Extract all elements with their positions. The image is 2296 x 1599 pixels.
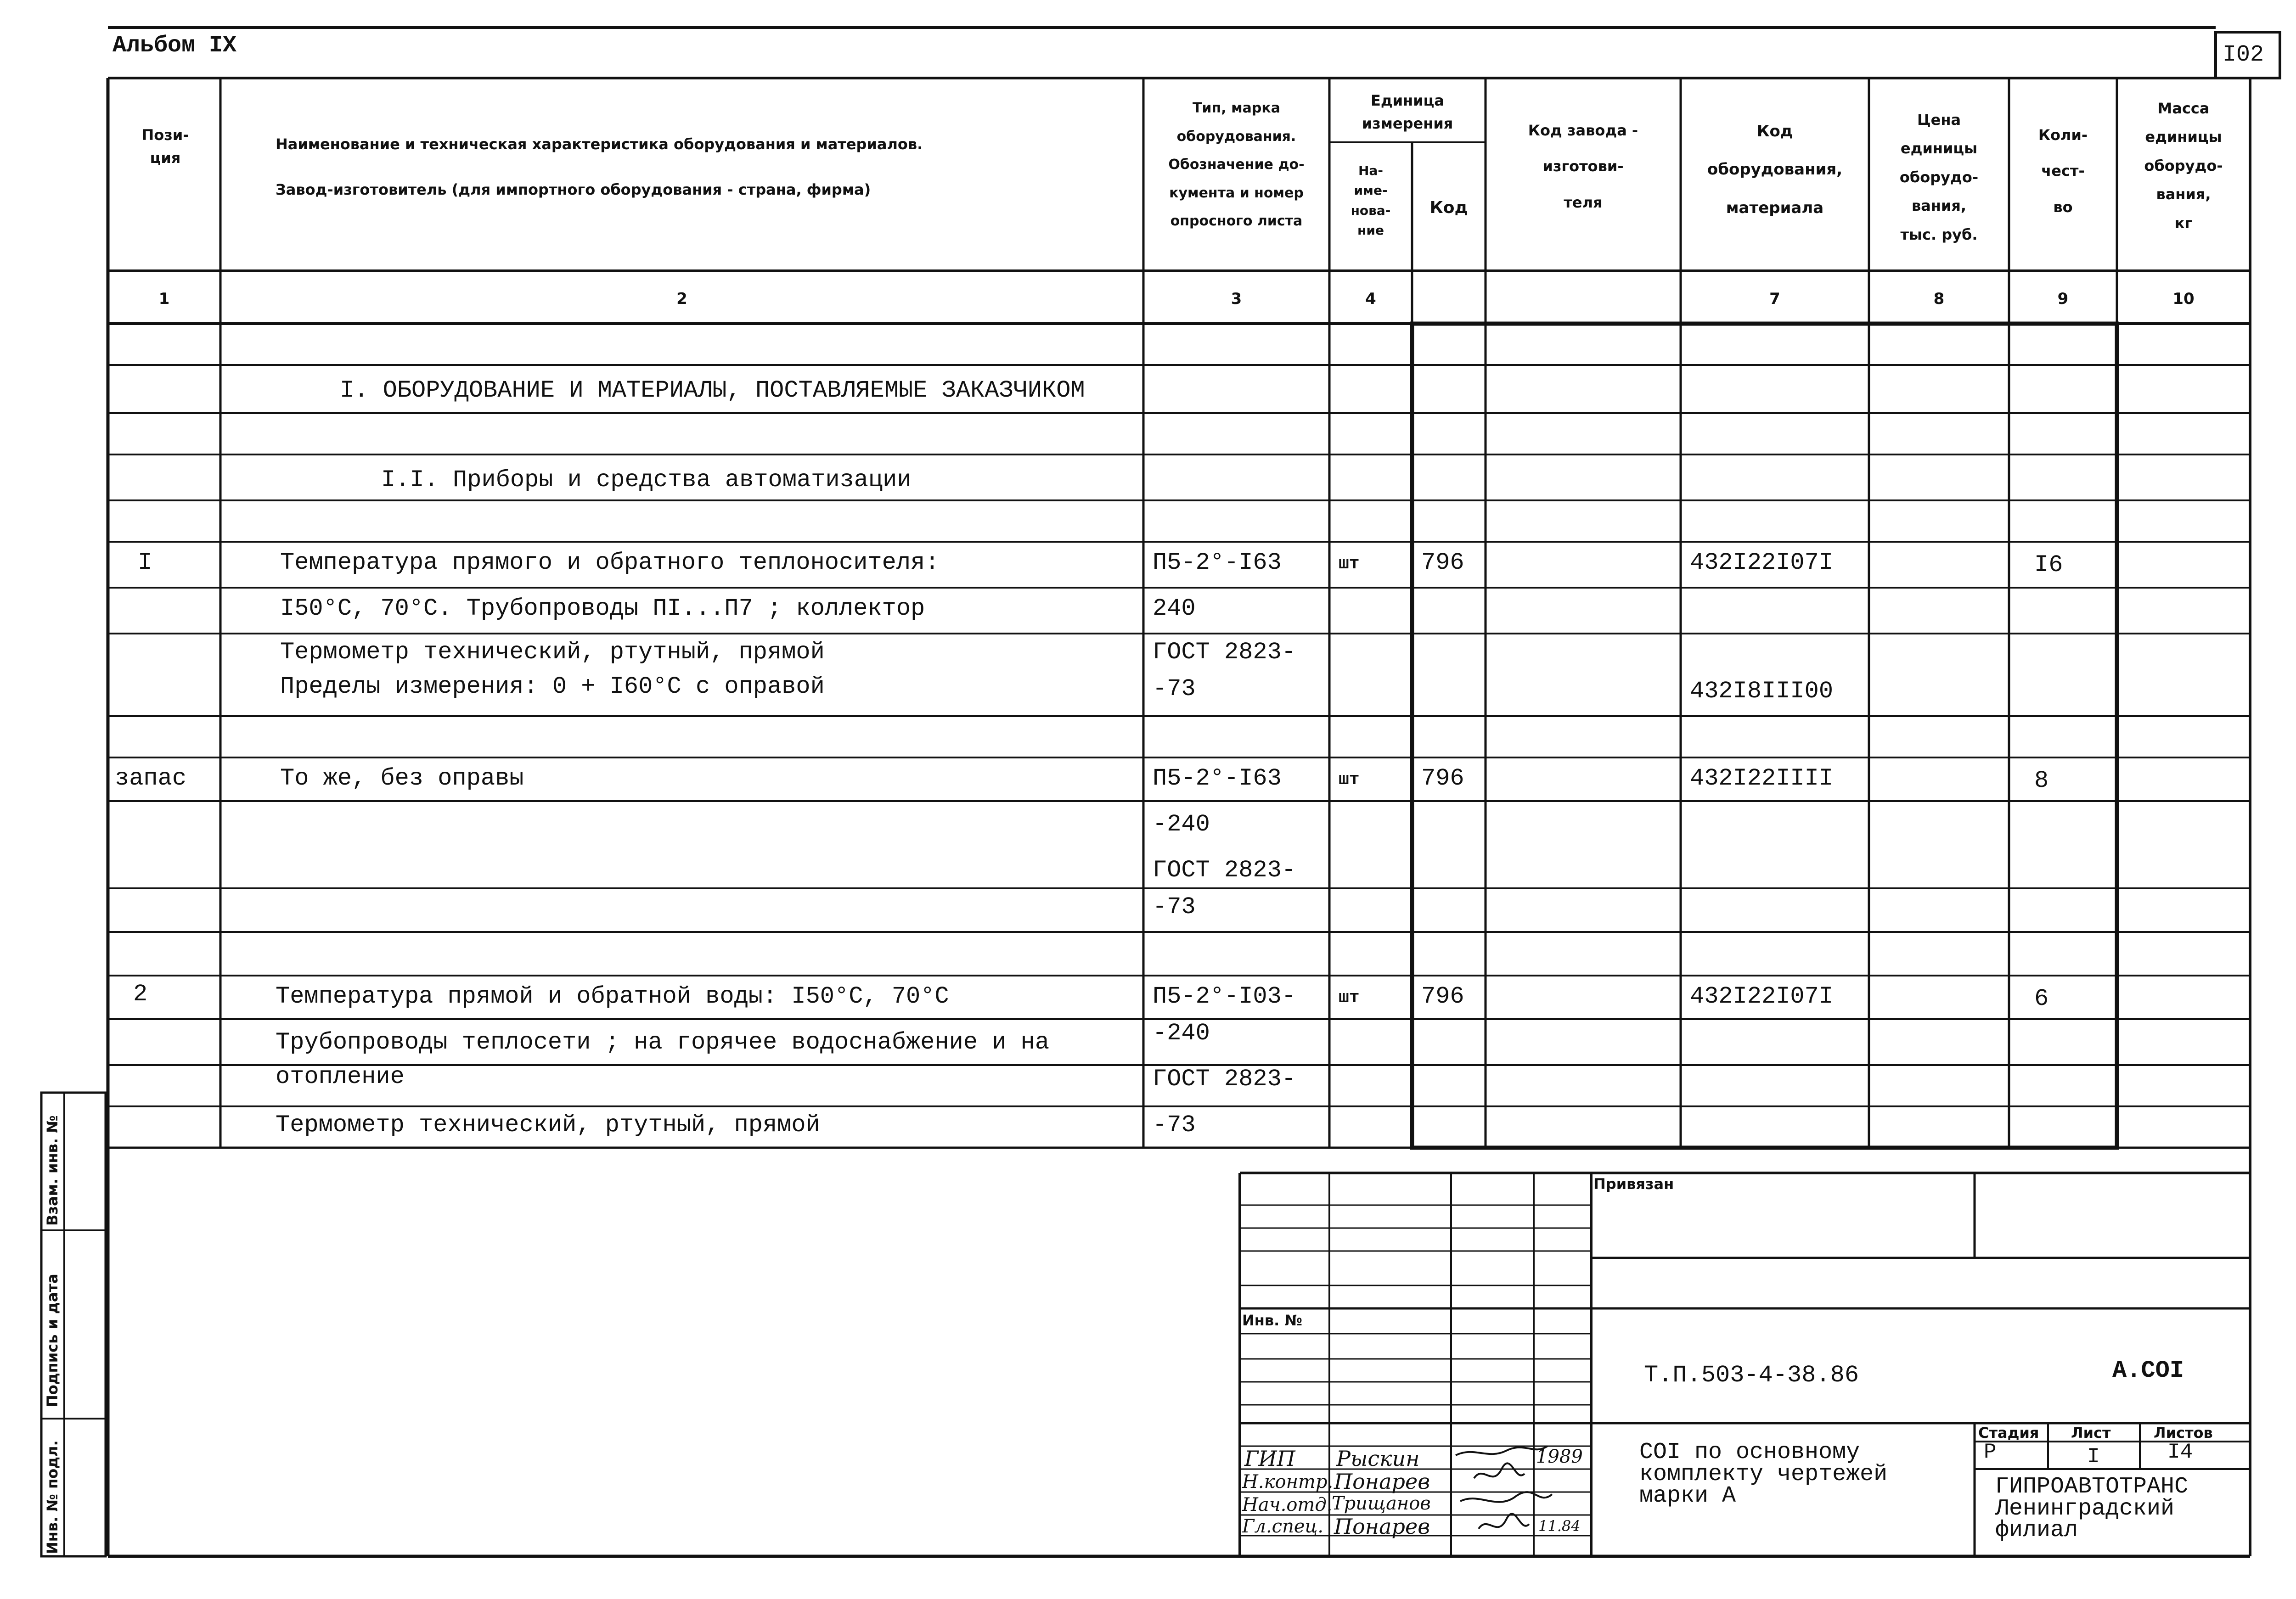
side-label-replace-inv: Взам. инв. № bbox=[44, 1115, 61, 1226]
side-label-signature-date: Подпись и дата bbox=[44, 1274, 61, 1407]
colnum-2: 2 bbox=[676, 290, 687, 308]
table-row-type: -73 bbox=[1153, 675, 1196, 702]
signature-role: Нач.отд. bbox=[1242, 1494, 1333, 1515]
signature-name: Понарев bbox=[1334, 1469, 1430, 1494]
table-row-qty: I6 bbox=[2034, 551, 2063, 578]
colnum-3: 3 bbox=[1231, 290, 1242, 308]
subsection-heading: I.I. Приборы и средства автоматизации bbox=[381, 466, 912, 494]
table-row-qty: 8 bbox=[2034, 767, 2049, 794]
table-row-pos: запас bbox=[115, 765, 187, 792]
table-row-name: Термометр технический, ртутный, прямой bbox=[280, 639, 825, 666]
page-number: I02 bbox=[2223, 42, 2264, 68]
table-row-material: 432I22IIII bbox=[1690, 765, 1834, 792]
table-row-pos: 2 bbox=[133, 981, 148, 1008]
table-row-qty: 6 bbox=[2034, 985, 2049, 1012]
table-row-material: 432I22I07I bbox=[1690, 983, 1834, 1010]
album-title: Альбом IX bbox=[113, 33, 237, 59]
table-row-name: Температура прямого и обратного теплоносителя: bbox=[280, 549, 940, 576]
table-row-type: -240 bbox=[1153, 811, 1210, 838]
table-row-type: П5-2°-I03- bbox=[1153, 983, 1296, 1010]
stamp-sheets-label: Листов bbox=[2154, 1424, 2213, 1442]
table-row-type: -73 bbox=[1153, 1111, 1196, 1139]
stamp-stage: Р bbox=[1984, 1440, 1997, 1464]
section-heading: I. ОБОРУДОВАНИЕ И МАТЕРИАЛЫ, ПОСТАВЛЯЕМЫЕ ЗАКАЗЧИКОМ bbox=[340, 377, 1085, 404]
table-row-name: Пределы измерения: 0 + I60°С с оправой bbox=[280, 673, 825, 700]
header-price: Цена единицы оборудо- вания, тыс. руб. bbox=[1899, 111, 1979, 243]
stamp-sheets: I4 bbox=[2167, 1440, 2193, 1464]
table-row-material: 432I22I07I bbox=[1690, 549, 1834, 576]
colnum-1: 1 bbox=[158, 290, 170, 308]
stamp-sheet: I bbox=[2087, 1445, 2100, 1469]
header-unit-name: На- име- нова- ние bbox=[1351, 163, 1391, 238]
header-position: Пози- ция bbox=[141, 126, 189, 167]
signature-role: Н.контр. bbox=[1242, 1471, 1334, 1492]
header-type: Тип, марка оборудования. Обозначение до- кумента и номер опросного листа bbox=[1168, 100, 1305, 229]
stamp-privyazan: Привязан bbox=[1593, 1175, 1674, 1193]
signature-role: ГИП bbox=[1244, 1446, 1295, 1471]
header-quantity: Коли- чест- во bbox=[2038, 126, 2088, 216]
stamp-title: СОI по основному комплекту чертежей марки А bbox=[1639, 1439, 1888, 1509]
signature-name: Понарев bbox=[1334, 1514, 1430, 1539]
table-row-type: П5-2°-I63 bbox=[1153, 765, 1282, 792]
colnum-8: 8 bbox=[1933, 290, 1945, 308]
signature-role: Гл.спец. bbox=[1242, 1516, 1324, 1537]
stamp-stage-label: Стадия bbox=[1978, 1424, 2039, 1442]
header-mass: Масса единицы оборудо- вания, кг bbox=[2144, 100, 2223, 232]
table-row-type: П5-2°-I63 bbox=[1153, 549, 1282, 576]
table-row-type: ГОСТ 2823- bbox=[1153, 857, 1296, 884]
header-name: Наименование и техническая характеристика оборудования и материалов. Завод-изготовитель (для импортного оборудования - страна, фирма) bbox=[276, 135, 923, 199]
signature-scribbles bbox=[1446, 1442, 1584, 1552]
table-row-name: То же, без оправы bbox=[280, 765, 524, 792]
signature-name: Трищанов bbox=[1332, 1493, 1431, 1514]
table-row-code: 796 bbox=[1421, 983, 1464, 1010]
signature-date: 1989 bbox=[1536, 1446, 1583, 1467]
table-row-name: Термометр технический, ртутный, прямой bbox=[276, 1111, 820, 1139]
table-row-type: -73 bbox=[1153, 893, 1196, 920]
table-row-type: ГОСТ 2823- bbox=[1153, 1066, 1296, 1093]
signature-date: 11.84 bbox=[1538, 1517, 1581, 1535]
signature-name: Рыскин bbox=[1336, 1446, 1420, 1471]
table-row-name: Трубопроводы теплосети ; на горячее водоснабжение и на bbox=[276, 1029, 1050, 1056]
colnum-9: 9 bbox=[2057, 290, 2069, 308]
table-row-name: Температура прямой и обратной воды: I50°С, 70°С bbox=[276, 983, 949, 1010]
colnum-7: 7 bbox=[1769, 290, 1780, 308]
header-unit-code: Код bbox=[1429, 198, 1468, 217]
table-row-unit: шт bbox=[1339, 770, 1360, 790]
table-row-unit: шт bbox=[1339, 988, 1360, 1008]
stamp-inv-no: Инв. № bbox=[1242, 1312, 1302, 1329]
stamp-doc-code: Т.П.503-4-38.86 bbox=[1644, 1362, 1859, 1389]
header-equipment-code: Код оборудования, материала bbox=[1707, 122, 1843, 217]
side-label-inv-original: Инв. № подл. bbox=[44, 1440, 61, 1554]
table-row-code: 796 bbox=[1421, 765, 1464, 792]
table-row-type: 240 bbox=[1153, 595, 1196, 622]
stamp-sheet-code: А.СОI bbox=[2112, 1357, 2184, 1384]
table-row-pos: I bbox=[138, 549, 152, 576]
table-row-type: -240 bbox=[1153, 1020, 1210, 1047]
header-factory-code: Код завода - изготови- теля bbox=[1528, 122, 1638, 211]
table-row-name: отопление bbox=[276, 1063, 405, 1090]
table-row-code: 796 bbox=[1421, 549, 1464, 576]
table-row-unit: шт bbox=[1339, 554, 1360, 574]
header-unit-group: Единица измерения bbox=[1362, 92, 1453, 132]
colnum-10: 10 bbox=[2172, 290, 2195, 308]
table-row-name: I50°С, 70°С. Трубопроводы ПI...П7 ; коллектор bbox=[280, 595, 925, 622]
table-row-type: ГОСТ 2823- bbox=[1153, 639, 1296, 666]
table-row-material: 432I8III00 bbox=[1690, 678, 1834, 705]
stamp-sheet-label: Лист bbox=[2071, 1424, 2111, 1442]
stamp-organization: ГИПРОАВТОТРАНС Ленинградский филиал bbox=[1995, 1474, 2189, 1543]
colnum-4: 4 bbox=[1365, 290, 1376, 308]
